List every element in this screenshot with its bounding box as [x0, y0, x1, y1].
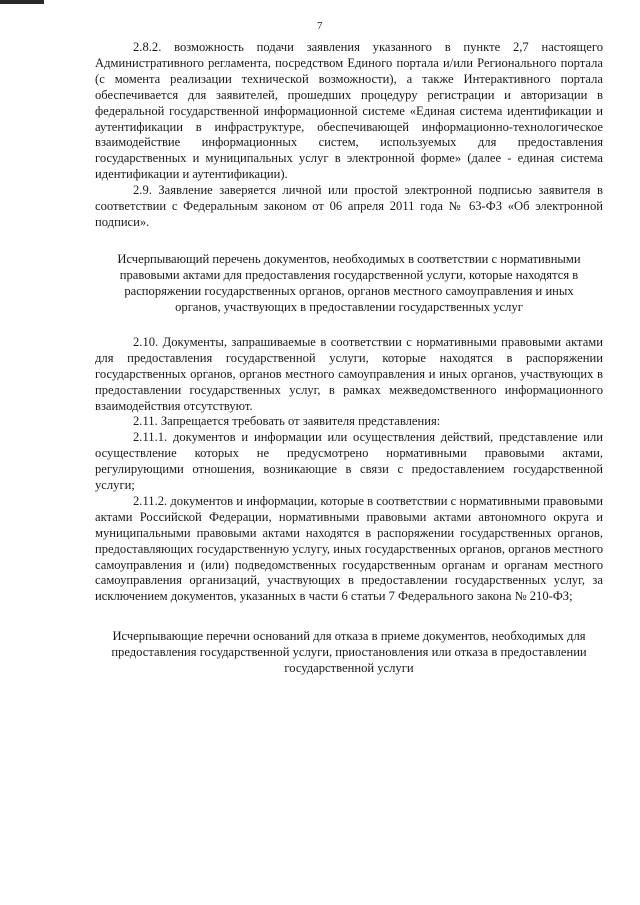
- spacer: [95, 231, 603, 251]
- paragraph-2-11-1: 2.11.1. документов и информации или осуществления действий, представление или осуществление которых не предусмотрено нормативными правовыми актами, регулирующими отношения, возникающие в связи с предоставлением государственной услуги;: [95, 430, 603, 493]
- document-body: [95, 40, 603, 676]
- scan-corner-mark: [0, 0, 44, 4]
- paragraph-2-11-2: 2.11.2. документов и информации, которые в соответствии с нормативными правовыми актами Российской Федерации, нормативными правовыми актами автономного округа и муниципальными правовыми актами находятся в распоряжении государственных органов, предоставляющих государственную услугу, иных государственных органов, органов местного самоуправления и (или) подведомственных государственным органам и органам местного самоуправления организаций, участвующих в предоставлении государственных услуг, за исключением документов, указанных в части 6 статьи 7 Федерального закона № 210-ФЗ;: [95, 493, 603, 604]
- spacer: [95, 605, 603, 628]
- paragraph-2-11: 2.11. Запрещается требовать от заявителя представления:: [133, 414, 441, 429]
- spacer: [95, 315, 603, 335]
- page-number: 7: [317, 20, 323, 32]
- paragraph-2-8-2: 2.8.2. возможность подачи заявления указанного в пункте 2,7 настоящего Административного регламента, посредством Единого портала и/или Регионального портала (с момента реализации технической возможности), а также Интерактивного портала обеспечивается для заявителей, прошедших процедуру регистрации и авторизации в федеральной государственной информационной системе «Единая система идентификации и аутентификации в инфраструктуре, обеспечивающей информационно-технологическое взаимодействие информационных систем, используемых для предоставления государственных и муниципальных услуг в электронной форме» (далее - единая система идентификации и аутентификации).: [95, 40, 603, 182]
- paragraph-2-9: 2.9. Заявление заверяется личной или простой электронной подписью заявителя в соответствии с Федеральным законом от 06 апреля 2011 года № 63-ФЗ «Об электронной подписи».: [95, 183, 603, 229]
- paragraph-2-10: 2.10. Документы, запрашиваемые в соответствии с нормативными правовыми актами для предоставления государственной услуги, которые находятся в распоряжении государственных органов, органов местного самоуправления и иных органов, участвующих в предоставлении государственных услуг, в рамках межведомственного информационного взаимодействия отсутствуют.: [95, 334, 603, 413]
- section-heading-refusal-grounds: Исчерпывающие перечни оснований для отказа в приеме документов, необходимых для предоставления государственной услуги, приостановления или отказа в предоставлении государственной услуги: [111, 629, 587, 676]
- section-heading-documents-list: Исчерпывающий перечень документов, необходимых в соответствии с нормативными правовыми актами для предоставления государственной услуги, которые находятся в распоряжении государственных органов, органов местного самоуправления и иных органов, участвующих в предоставлении государственных услуг: [117, 251, 581, 314]
